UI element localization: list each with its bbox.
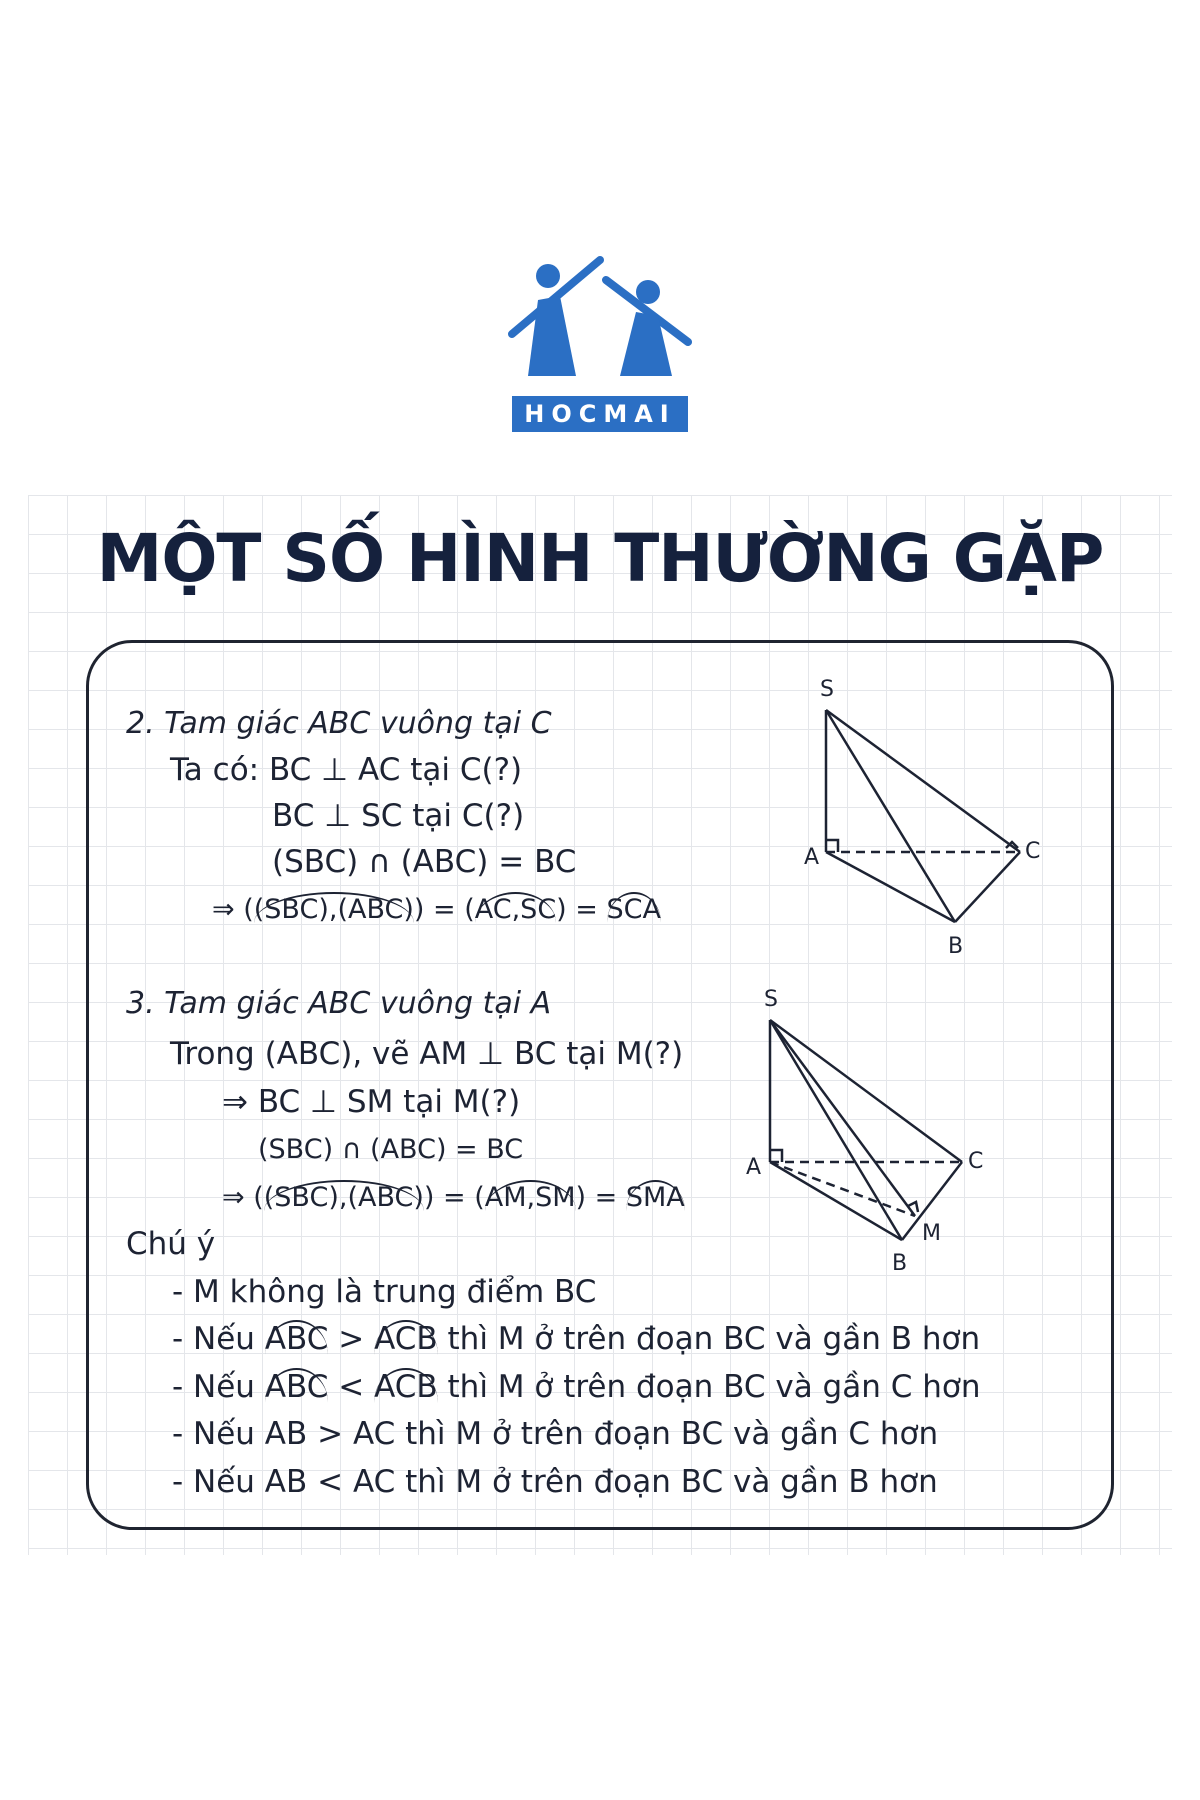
label-c: C [968, 1149, 984, 1174]
angle-abc: ABC [264, 1369, 329, 1405]
logo-people-icon [508, 256, 692, 396]
case2-conclusion: ⇒ ((SBC),(ABC)) = (AC,SC) = SCA [212, 894, 661, 925]
label-b: B [892, 1251, 908, 1276]
note-item-1: - M không là trung điểm BC [172, 1274, 597, 1310]
case3-line-3: (SBC) ∩ (ABC) = BC [258, 1134, 524, 1165]
case2-heading: 2. Tam giác ABC vuông tại C [126, 706, 552, 741]
angle-lines: AC,SC [474, 894, 557, 925]
case2-line-2: BC ⊥ SC tại C(?) [272, 798, 525, 834]
implies-symbol: ⇒ [212, 894, 235, 925]
case3-conclusion: ⇒ ((SBC),(ABC)) = (AM,SM) = SMA [222, 1182, 685, 1213]
note-item-4: - Nếu AB > AC thì M ở trên đoạn BC và gần C hơn [172, 1416, 939, 1452]
note-item-5: - Nếu AB < AC thì M ở trên đoạn BC và gần B hơn [172, 1464, 938, 1500]
angle-acb: ACB [374, 1321, 438, 1357]
logo-wordmark: HOCMAI [512, 396, 688, 432]
note-item-3: - Nếu ABC < ACB thì M ở trên đoạn BC và gần C hơn [172, 1369, 981, 1405]
label-m: M [922, 1221, 941, 1246]
label-b: B [948, 934, 964, 959]
label-s: S [820, 677, 834, 702]
angle-planes: (SBC),(ABC) [253, 894, 414, 925]
angle-abc: ABC [264, 1321, 329, 1357]
angle-acb: ACB [374, 1369, 438, 1405]
figure-case3 [740, 980, 1000, 1280]
case3-line-1: Trong (ABC), vẽ AM ⊥ BC tại M(?) [170, 1036, 684, 1072]
label-c: C [1025, 839, 1041, 864]
case2-line-1: Ta có: BC ⊥ AC tại C(?) [170, 752, 523, 788]
note-item-2: - Nếu ABC > ACB thì M ở trên đoạn BC và gần B hơn [172, 1321, 981, 1357]
angle-result: SMA [625, 1182, 685, 1213]
angle-lines: AM,SM [484, 1182, 576, 1213]
hocmai-logo [508, 256, 692, 436]
case2-line-3: (SBC) ∩ (ABC) = BC [272, 844, 577, 880]
angle-result: SCA [606, 894, 661, 925]
label-a: A [804, 845, 820, 870]
label-s: S [764, 987, 778, 1012]
label-a: A [746, 1155, 762, 1180]
page-title: MỘT SỐ HÌNH THƯỜNG GẶP [96, 520, 1104, 597]
figure-case2 [780, 670, 1050, 970]
case3-line-2: ⇒ BC ⊥ SM tại M(?) [222, 1084, 521, 1120]
angle-planes: (SBC),(ABC) [263, 1182, 424, 1213]
case3-heading: 3. Tam giác ABC vuông tại A [126, 986, 552, 1021]
implies-symbol: ⇒ [222, 1182, 245, 1213]
note-heading: Chú ý [126, 1226, 216, 1262]
